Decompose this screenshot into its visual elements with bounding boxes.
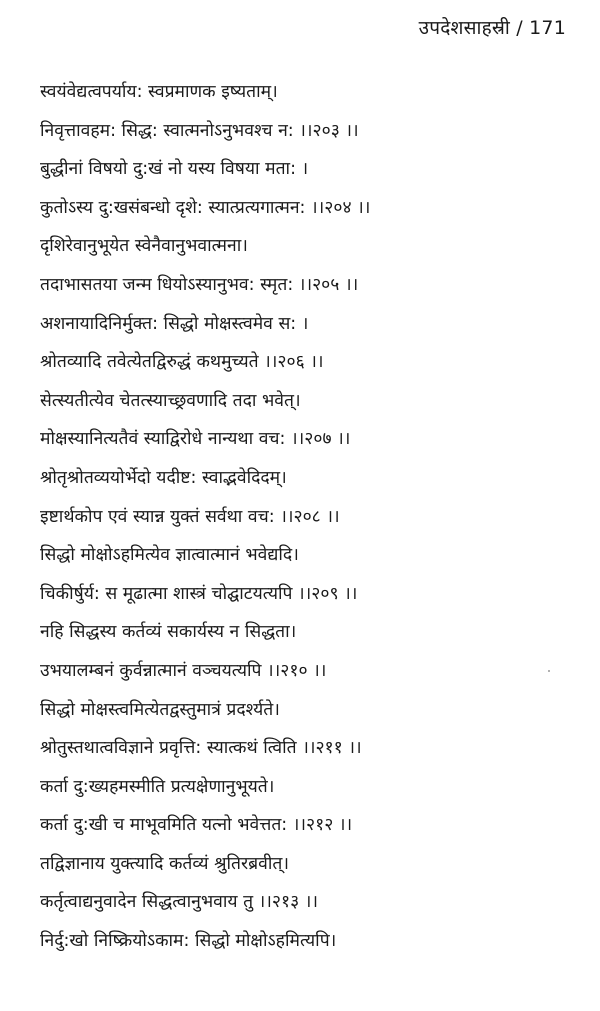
- verse-line: निवृत्तावहम: सिद्ध: स्वात्मनोऽनुभवश्च न: ।।२०३ ।।: [40, 120, 359, 141]
- running-header: उपदेशसाहस्री / 171: [418, 17, 566, 39]
- verse-line: सिद्धो मोक्षस्त्वमित्येतद्वस्तुमात्रं प्रदर्श्यते।: [40, 699, 280, 720]
- verse-line: कर्तृत्वाद्यनुवादेन सिद्धत्वानुभवाय तु ।।२१३ ।।: [40, 892, 319, 913]
- verse-line: स्वयंवेद्यत्वपर्याय: स्वप्रमाणक इष्यताम्।: [40, 82, 278, 102]
- verse-line: दृशिरेवानुभूयेत स्वेनैवानुभवात्मना।: [40, 236, 248, 257]
- verse-line: मोक्षस्यानित्यतैवं स्याद्विरोधे नान्यथा वच: ।।२०७ ।।: [40, 429, 351, 450]
- verse-line: चिकीर्षुर्य: स मूढात्मा शास्त्रं चोद्घाटयत्यपि ।।२०९ ।।: [40, 583, 358, 604]
- verse-line: श्रोतृश्रोतव्ययोर्भेदो यदीष्ट: स्वाद्भवेदिदम्।: [40, 467, 287, 488]
- verse-line: बुद्धीनां विषयो दु:खं नो यस्य विषया मता: ।: [40, 159, 309, 180]
- verse-line: अशनायादिनिर्मुक्त: सिद्धो मोक्षस्त्वमेव स: ।: [40, 313, 309, 334]
- verse-line: सिद्धो मोक्षोऽहमित्येव ज्ञात्वात्मानं भवेद्यदि।: [40, 545, 299, 566]
- scan-speck: [548, 670, 550, 672]
- verse-line: निर्दु:खो निष्क्रियोऽकाम: सिद्धो मोक्षोऽहमित्यपि।: [40, 931, 337, 952]
- verse-line: नहि सिद्धस्य कर्तव्यं सकार्यस्य न सिद्धता।: [40, 622, 297, 643]
- verse-line: सेत्स्यतीत्येव चेतत्स्याच्छ्रवणादि तदा भवेत्।: [40, 390, 301, 411]
- verse-line: श्रोतुस्तथात्वविज्ञाने प्रवृत्ति: स्यात्कथं त्विति ।।२११ ।।: [40, 738, 362, 759]
- verse-line: श्रोतव्यादि तवेत्येतद्विरुद्धं कथमुच्यते ।।२०६ ।।: [40, 352, 324, 373]
- verse-line: कर्ता दु:खी च माभूवमिति यत्नो भवेत्तत: ।।२१२ ।।: [40, 815, 353, 836]
- verse-line: कर्ता दु:ख्यहमस्मीति प्रत्यक्षेणानुभूयते।: [40, 776, 275, 797]
- verse-line: कुतोऽस्य दु:खसंबन्धो दृशे: स्यात्प्रत्यगात्मन: ।।२०४ ।।: [40, 197, 371, 218]
- verse-list: [40, 73, 590, 961]
- verse-line: उभयालम्बनं कुर्वन्नात्मानं वञ्चयत्यपि ।।२१० ।।: [40, 660, 327, 681]
- verse-line: तदाभासतया जन्म धियोऽस्यानुभव: स्मृत: ।।२०५ ।।: [40, 274, 359, 295]
- verse-line: इष्टार्थकोप एवं स्यान्न युक्तं सर्वथा वच: ।।२०८ ।।: [40, 506, 340, 527]
- verse-line: तद्विज्ञानाय युक्त्यादि कर्तव्यं श्रुतिरब्रवीत्।: [40, 853, 289, 874]
